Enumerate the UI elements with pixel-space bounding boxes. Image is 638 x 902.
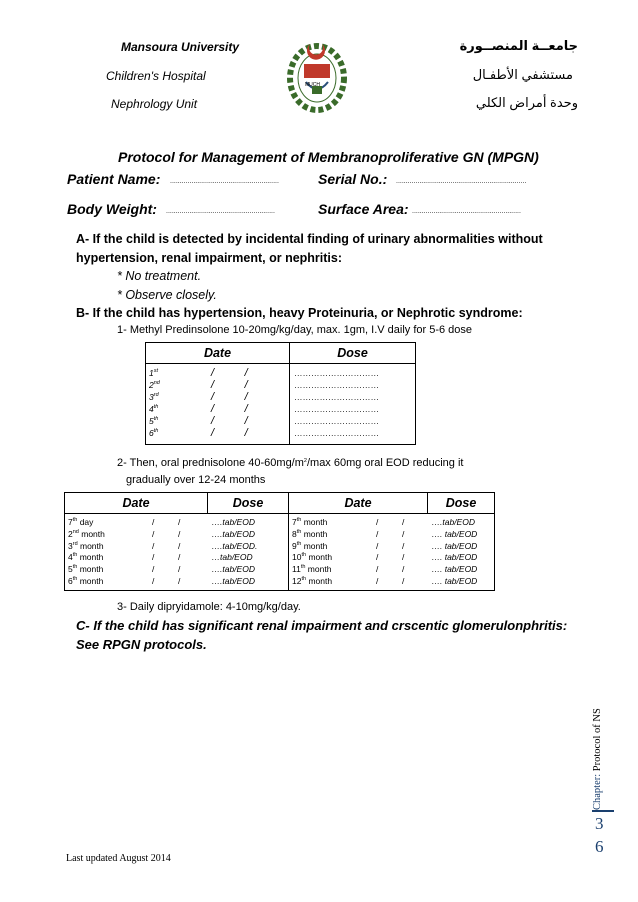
body-weight-label: Body Weight: — [67, 201, 157, 217]
table2-period-number: 9 — [292, 540, 297, 551]
table2-date-slashes[interactable]: / / — [376, 564, 405, 575]
table2-period-number: 11 — [292, 564, 301, 575]
table2-row — [65, 541, 495, 553]
table2-date-slashes[interactable]: / / — [376, 517, 405, 527]
table2-period-label — [292, 564, 376, 576]
section-b-step2 — [117, 456, 463, 471]
table2-period-unit: month — [81, 528, 105, 539]
university-name-ar: جامعــة المنصــورة — [459, 38, 578, 53]
section-c-line1: C- If the child has significant renal impairment and crscentic glomerulonphritis: — [76, 618, 568, 633]
table2-period-unit: month — [303, 528, 328, 539]
page-number-top: 3 — [595, 814, 604, 833]
table2-period-label — [68, 541, 152, 553]
table1-date-slashes[interactable]: / / — [211, 403, 248, 415]
table2-date-slashes[interactable]: / / — [152, 517, 181, 527]
table2-period-number: 7 — [292, 517, 297, 527]
table1-dose-line[interactable]: ………………………… — [294, 368, 379, 378]
table2-dose-cell[interactable]: ….tab/EOD — [208, 529, 289, 541]
table2-dose-cell[interactable]: …. tab/EOD — [431, 540, 478, 551]
table2-row — [65, 576, 495, 590]
section-a-line1: A- If the child is detected by incidental finding of urinary abnormalities without — [76, 232, 543, 246]
table2-period-number: 10 — [292, 552, 302, 563]
table1-ordinal — [149, 379, 211, 391]
logo-text: MUCH — [305, 82, 320, 88]
table1-ordinal — [149, 367, 211, 379]
table2-dose-cell[interactable]: …. tab/EOD — [431, 528, 478, 539]
table2-period-unit: month — [303, 517, 328, 527]
table1-dose-number: 6 — [149, 428, 154, 438]
table1-dose-suffix: th — [153, 416, 159, 422]
patient-name-line: ........................................................ — [170, 178, 279, 185]
page-number-bottom: 6 — [595, 837, 604, 856]
table2-header-dose-right: Dose — [428, 493, 495, 514]
table2-date-cell[interactable] — [289, 541, 428, 553]
table2-date-slashes[interactable]: / / — [152, 540, 181, 551]
table2-period-suffix: th — [72, 517, 78, 523]
university-name: Mansoura University — [121, 40, 240, 54]
section-a-item1: * No treatment. — [117, 269, 202, 283]
table2-period-label — [68, 576, 152, 588]
table2-row — [65, 514, 495, 529]
unit-name-ar: وحدة أمراض الكلي — [475, 95, 578, 110]
body-weight-line: ........................................................ — [166, 208, 275, 215]
table2-period-number: 4 — [68, 552, 73, 563]
table2-date-cell[interactable] — [65, 541, 208, 553]
table2-date-slashes[interactable]: / / — [152, 575, 181, 586]
serial-no-label: Serial No.: — [318, 171, 388, 187]
table2-period-unit: month — [79, 552, 104, 563]
table1-dose-number: 5 — [149, 416, 154, 426]
table2-header-dose-left: Dose — [208, 493, 289, 514]
table2-period-label — [68, 517, 152, 529]
table1-dose-line[interactable]: ………………………… — [294, 392, 379, 402]
table2-date-cell[interactable] — [289, 552, 428, 564]
table1-date-row[interactable] — [149, 403, 289, 415]
table2-date-cell[interactable] — [65, 564, 208, 576]
table2-dose-cell[interactable]: …. tab/EOD — [431, 564, 478, 575]
table1-date-row[interactable] — [149, 415, 289, 427]
section-b-heading: B- If the child has hypertension, heavy Proteinuria, or Nephrotic syndrome: — [76, 306, 523, 320]
table2-date-slashes[interactable]: / / — [376, 575, 405, 586]
table2-date-slashes[interactable]: / / — [376, 540, 405, 551]
table2-date-slashes[interactable]: / / — [152, 528, 181, 539]
table2-period-suffix: th — [296, 517, 302, 523]
table2-period-label — [68, 552, 152, 564]
table2-period-suffix: th — [296, 540, 302, 547]
table2-dose-cell[interactable]: ….tab/EOD — [431, 517, 475, 527]
table1-dose-number: 3 — [149, 392, 154, 402]
table1-header-date: Date — [146, 343, 290, 364]
table2-date-cell[interactable] — [65, 529, 208, 541]
section-b-step3: 3- Daily dipryidamole: 4-10mg/kg/day. — [117, 601, 301, 613]
unit-name: Nephrology Unit — [111, 97, 198, 111]
table2-period-label — [68, 529, 152, 541]
table2-period-number: 2 — [68, 528, 73, 539]
table2-period-unit: month — [80, 540, 104, 551]
table1-dose-line[interactable]: ………………………… — [294, 416, 379, 426]
table2-period-suffix: th — [300, 564, 306, 571]
table1-date-slashes[interactable]: / / — [211, 415, 248, 427]
surface-area-label: Surface Area: — [318, 201, 409, 217]
table2-dose-cell[interactable]: …. tab/EOD — [431, 575, 478, 586]
table2-header-date-left: Date — [65, 493, 208, 514]
table2-period-label — [68, 564, 152, 576]
table1-ordinal — [149, 391, 211, 403]
table2-period-unit: month — [307, 564, 332, 575]
table1-dose-number: 1 — [149, 368, 154, 378]
table2-date-cell[interactable] — [289, 514, 428, 529]
table2-period-number: 12 — [292, 575, 302, 586]
surface-area-line: ........................................................ — [412, 208, 521, 215]
table2-period-number: 3 — [68, 540, 73, 551]
table1-date-slashes[interactable]: / / — [211, 367, 248, 379]
table1-date-row[interactable] — [149, 427, 289, 439]
table1-date-row[interactable] — [149, 379, 289, 391]
section-b-step1: 1- Methyl Predinsolone 10-20mg/kg/day, max. 1gm, I.V daily for 5-6 dose — [117, 324, 473, 336]
table2-date-cell[interactable] — [289, 529, 428, 541]
table1-dose-line[interactable]: ………………………… — [294, 380, 379, 390]
table1-dose-line[interactable]: ………………………… — [294, 428, 379, 438]
oral-dose-table — [64, 492, 495, 591]
table1-dose-number: 4 — [149, 404, 154, 414]
section-b-step2-cont: gradually over 12-24 months — [126, 474, 266, 486]
section-a-line2: hypertension, renal impairment, or nephritis: — [76, 251, 343, 265]
table1-ordinal — [149, 403, 211, 415]
table2-date-cell[interactable] — [289, 576, 428, 590]
step2-text: 2- Then, oral prednisolone 40-60mg/m — [117, 457, 304, 469]
table2-dose-cell[interactable]: …tab/EOD — [208, 552, 289, 564]
footer-updated: Last updated August 2014 — [66, 853, 171, 864]
table2-date-cell[interactable] — [65, 552, 208, 564]
side-divider — [592, 810, 614, 812]
table2-row — [65, 552, 495, 564]
table2-date-cell[interactable] — [289, 564, 428, 576]
hospital-logo — [282, 30, 352, 120]
serial-no-line: ................................................................... — [396, 178, 527, 185]
table2-period-label — [292, 576, 376, 588]
table1-dose-suffix: th — [153, 404, 159, 410]
table2-period-number: 6 — [68, 575, 73, 586]
table2-row — [65, 529, 495, 541]
table1-date-slashes[interactable]: / / — [211, 427, 248, 439]
chapter-title: Protocol of NS — [592, 708, 603, 772]
table2-date-cell[interactable] — [65, 514, 208, 529]
table1-date-cell — [146, 364, 290, 445]
chapter-label: Chapter: — [592, 773, 603, 810]
table1-ordinal — [149, 427, 211, 439]
patient-name-label: Patient Name: — [67, 171, 161, 187]
table2-period-unit: month — [303, 540, 328, 551]
table2-date-cell[interactable] — [65, 576, 208, 590]
hospital-name: Children's Hospital — [106, 69, 206, 83]
table1-date-slashes[interactable]: / / — [211, 391, 248, 403]
table2-period-unit: day — [79, 517, 94, 527]
table2-period-label — [292, 541, 376, 553]
page-title: Protocol for Management of Membranoproliferative GN (MPGN) — [118, 149, 539, 165]
table2-period-suffix: th — [72, 575, 78, 582]
table2-period-number: 8 — [292, 528, 297, 539]
table2-date-slashes[interactable]: / / — [376, 528, 405, 539]
table2-period-unit: month — [308, 575, 333, 586]
table2-period-suffix: th — [301, 552, 307, 559]
table2-period-suffix: rd — [72, 540, 78, 547]
table1-dose-line[interactable]: ………………………… — [294, 404, 379, 414]
table2-period-label — [292, 529, 376, 541]
table1-dose-cell[interactable] — [290, 364, 416, 445]
table2-dose-cell[interactable]: ….tab/EOD — [208, 514, 289, 529]
chapter-side-label — [592, 700, 603, 810]
table2-dose-cell[interactable]: ….tab/EOD — [208, 576, 289, 590]
table2-row — [65, 564, 495, 576]
step2-superscript: 2 — [303, 458, 307, 464]
table1-header-dose: Dose — [290, 343, 416, 364]
table2-dose-cell[interactable]: ….tab/EOD — [208, 564, 289, 576]
table2-dose-cell[interactable]: …. tab/EOD — [431, 552, 478, 563]
table1-dose-suffix: rd — [153, 392, 159, 398]
table2-period-number: 7 — [68, 517, 73, 527]
table2-period-unit: month — [308, 552, 333, 563]
table2-date-slashes[interactable]: / / — [376, 552, 405, 563]
table2-header-date-right: Date — [289, 493, 428, 514]
table1-ordinal — [149, 415, 211, 427]
table2-period-label — [292, 517, 376, 529]
table2-period-suffix: th — [72, 564, 78, 571]
table2-date-slashes[interactable]: / / — [152, 564, 181, 575]
table1-date-slashes[interactable]: / / — [211, 379, 248, 391]
hospital-name-ar: مستشفي الأطفـال — [472, 67, 573, 82]
table2-dose-cell[interactable]: ….tab/EOD. — [208, 541, 289, 553]
section-c-line2: See RPGN protocols. — [76, 637, 207, 652]
table2-period-unit: month — [79, 575, 104, 586]
table1-date-row[interactable] — [149, 367, 289, 379]
table2-period-unit: month — [79, 564, 104, 575]
table2-date-slashes[interactable]: / / — [152, 552, 181, 563]
table2-period-suffix: th — [296, 528, 302, 535]
table2-period-suffix: th — [301, 575, 307, 582]
section-a-item2: * Observe closely. — [117, 288, 217, 302]
table1-date-row[interactable] — [149, 391, 289, 403]
table2-period-number: 5 — [68, 564, 73, 575]
table2-period-suffix: th — [72, 552, 78, 559]
table1-dose-suffix: nd — [153, 380, 160, 386]
table2-period-suffix: nd — [72, 528, 79, 535]
table1-dose-suffix: th — [153, 428, 159, 434]
iv-dose-table — [145, 342, 416, 445]
table1-dose-suffix: st — [153, 368, 159, 374]
table1-dose-number: 2 — [149, 380, 154, 390]
table2-period-label — [292, 552, 376, 564]
step2-text-end: /max 60mg oral EOD reducing it — [306, 457, 464, 469]
